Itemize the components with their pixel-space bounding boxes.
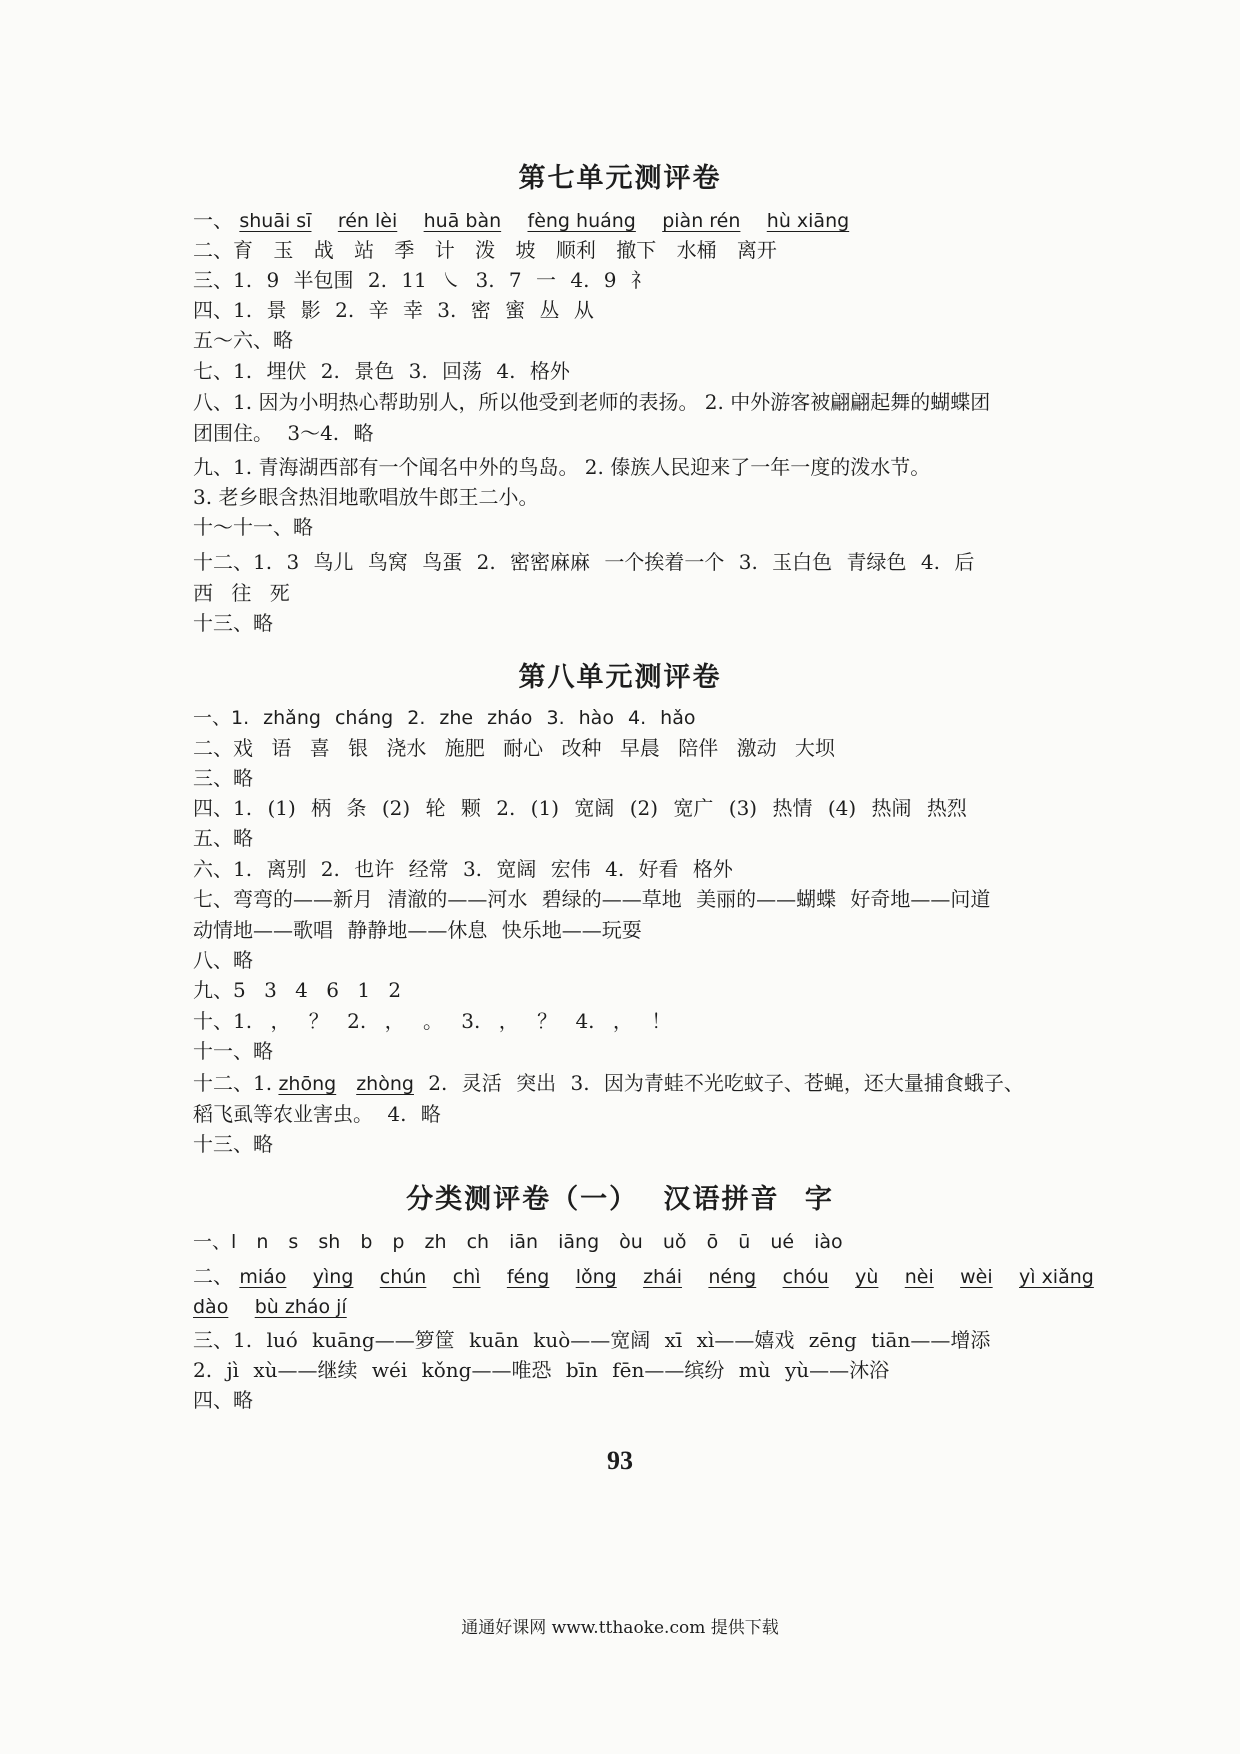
unit7-q9-line1: 九、1. 青海湖西部有一个闻名中外的鸟岛。 2. 傣族人民迎来了一年一度的泼水节。 (193, 455, 931, 479)
pinyin-answer: yì xiǎng (1019, 1266, 1094, 1288)
pinyin-answer: bù zháo jí (254, 1296, 347, 1318)
unit8-q12-prefix: 十二、1. (193, 1071, 279, 1095)
unit8-q10: 十、1. ， ？ 2. ， 。 3. ， ？ 4. ， ！ (193, 1009, 672, 1033)
unit7-q9-line2: 3. 老乡眼含热泪地歌唱放牛郎王二小。 (193, 485, 539, 509)
pinyin-answer: lǒng (575, 1266, 617, 1288)
unit7-q5-6: 五～六、略 (193, 328, 293, 352)
category1-q1: 一、l n s sh b p zh ch iān iāng òu uǒ ō ū ué iào (193, 1231, 843, 1253)
section-title-unit7: 第七单元测评卷 (518, 163, 722, 194)
pinyin-answer: chóu (782, 1266, 829, 1288)
unit8-q2: 二、戏 语 喜 银 浇水 施肥 耐心 改种 早晨 陪伴 激动 大坝 (193, 736, 835, 760)
pinyin-answer: huā bàn (423, 210, 502, 232)
pinyin-answer: fèng huáng (527, 210, 636, 232)
category1-q2-prefix: 二、 (193, 1264, 233, 1288)
pinyin-answer: néng (708, 1266, 757, 1288)
pinyin-answer: yù (855, 1266, 879, 1288)
unit8-q7-line2: 动情地——歌唱 静静地——休息 快乐地——玩耍 (193, 918, 642, 942)
category1-q2-line1 (193, 1263, 1094, 1290)
section-title-category1: 分类测评卷（一） 汉语拼音 字 (406, 1184, 834, 1215)
unit8-q11: 十一、略 (193, 1039, 273, 1063)
pinyin-answer: féng (506, 1266, 550, 1288)
unit8-q12-line1 (193, 1070, 1024, 1097)
unit7-q12-line1: 十二、1. 3 鸟儿 鸟窝 鸟蛋 2. 密密麻麻 一个挨着一个 3. 玉白色 青绿色 4. 后 (193, 550, 975, 574)
unit8-q7-line1: 七、弯弯的——新月 清澈的——河水 碧绿的——草地 美丽的——蝴蝶 好奇地——问道 (193, 887, 991, 911)
unit8-q5: 五、略 (193, 826, 253, 850)
pinyin-answer: dào (193, 1296, 229, 1318)
unit8-q6: 六、1. 离别 2. 也许 经常 3. 宽阔 宏伟 4. 好看 格外 (193, 857, 733, 881)
unit7-q13: 十三、略 (193, 611, 273, 635)
pinyin-answer: zhōng (278, 1073, 337, 1095)
unit7-q7: 七、1. 埋伏 2. 景色 3. 回荡 4. 格外 (193, 359, 570, 383)
unit8-q13: 十三、略 (193, 1132, 273, 1156)
pinyin-answer: hù xiāng (766, 210, 850, 232)
unit8-q9: 九、5 3 4 6 1 2 (193, 978, 402, 1002)
unit7-q1-prefix: 一、 (193, 208, 233, 232)
unit7-q1-line (193, 207, 849, 234)
unit8-q1: 一、1. zhǎng cháng 2. zhe zháo 3. hào 4. hǎo (193, 707, 696, 729)
unit8-q12-line2: 稻飞虱等农业害虫。 4. 略 (193, 1102, 441, 1126)
pinyin-answer: yìng (312, 1266, 354, 1288)
section-title-unit8: 第八单元测评卷 (518, 662, 722, 693)
pinyin-answer: shuāi sī (239, 210, 312, 232)
unit7-q12-line2: 西 往 死 (193, 581, 290, 605)
unit7-q2: 二、育 玉 战 站 季 计 泼 坡 顺利 撤下 水桶 离开 (193, 238, 777, 262)
page-number: 93 (607, 1446, 633, 1475)
pinyin-answer: miáo (239, 1266, 287, 1288)
category1-q2-line2 (193, 1293, 347, 1320)
unit7-q10-11: 十～十一、略 (193, 515, 313, 539)
unit8-q12-rest: 2. 灵活 突出 3. 因为青蛙不光吃蚊子、苍蝇，还大量捕食蛾子、 (413, 1071, 1024, 1095)
category1-q4: 四、略 (193, 1388, 253, 1412)
footer-download-note: 通通好课网 www.tthaoke.com 提供下载 (461, 1618, 779, 1638)
pinyin-answer: zhòng (356, 1073, 414, 1095)
unit7-q4: 四、1. 景 影 2. 辛 幸 3. 密 蜜 丛 从 (193, 298, 594, 322)
unit7-q8-line1: 八、1. 因为小明热心帮助别人，所以他受到老师的表扬。 2. 中外游客被翩翩起舞的蝴蝶团 (193, 390, 991, 414)
pinyin-answer: chún (379, 1266, 427, 1288)
pinyin-answer: wèi (960, 1266, 993, 1288)
unit8-q8: 八、略 (193, 948, 253, 972)
pinyin-answer: chì (452, 1266, 481, 1288)
unit7-q8-line2: 团围住。 3～4. 略 (193, 421, 374, 445)
pinyin-answer: rén lèi (337, 210, 398, 232)
unit8-q3: 三、略 (193, 766, 253, 790)
pinyin-answer: zhái (643, 1266, 683, 1288)
pinyin-answer: nèi (904, 1266, 934, 1288)
pinyin-answer: piàn rén (662, 210, 741, 232)
unit8-q4: 四、1. (1) 柄 条 (2) 轮 颗 2. (1) 宽阔 (2) 宽广 (3) 热情 (4) 热闹 热烈 (193, 796, 967, 820)
category1-q3-line1: 三、1. luó kuāng——箩筐 kuān kuò——宽阔 xī xì——嬉戏 zēng tiān——增添 (193, 1328, 991, 1352)
category1-q3-line2: 2. jì xù——继续 wéi kǒng——唯恐 bīn fēn——缤纷 mù yù——沐浴 (193, 1358, 890, 1382)
unit7-q3: 三、1. 9 半包围 2. 11 ㇏ 3. 7 一 4. 9 礻 (193, 268, 651, 292)
